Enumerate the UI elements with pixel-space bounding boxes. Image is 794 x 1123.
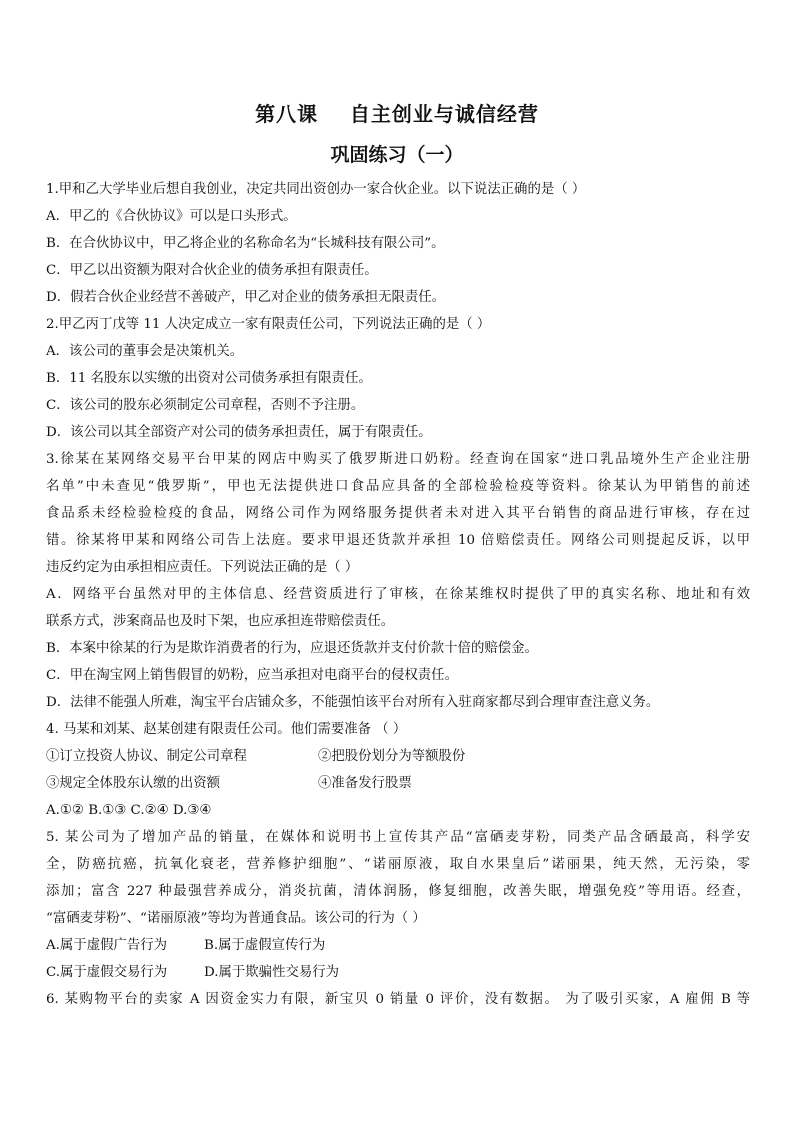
page-title: 第八课 自主创业与诚信经营 — [255, 102, 539, 126]
statement-4: ④准备发行股票 — [318, 776, 412, 791]
question-stem-line: 违反约定为由承担相应责任。下列说法正确的是（ ） — [46, 560, 359, 575]
statement-row — [46, 770, 750, 797]
option-a: A．网络平台虽然对甲的主体信息、经营资质进行了审核，在徐某维权时提供了甲的真实名称、地址和有效 — [46, 587, 750, 602]
question-stem-line: 名单”中未查见“俄罗斯”，甲也无法提供进口食品应具备的全部检验检疫等资料。徐某认为甲销售的前述 — [46, 479, 750, 494]
option-b: B．本案中徐某的行为是欺诈消费者的行为，应退还货款并支付价款十倍的赔偿金。 — [46, 641, 538, 656]
question-stem: 2.甲乙丙丁戊等 11 人决定成立一家有限责任公司，下列说法正确的是（ ） — [46, 317, 491, 332]
option-b: B.属于虚假宣传行为 — [204, 938, 326, 953]
option-c: C．甲乙以出资额为限对合伙企业的债务承担有限责任。 — [46, 263, 378, 278]
statement-1: ①订立投资人协议、制定公司章程 — [46, 749, 247, 764]
question-stem: 4. 马某和刘某、赵某创建有限责任公司。他们需要准备 （ ） — [46, 722, 407, 737]
option-d: D．法律不能强人所难，淘宝平台店铺众多，不能强怕该平台对所有入驻商家都尽到合理审查注意义务。 — [46, 695, 660, 710]
statement-2: ②把股份划分为等额股份 — [318, 749, 466, 764]
option-a: A．甲乙的《合伙协议》可以是口头形式。 — [46, 209, 297, 224]
question-stem-line: 食品系未经检验检疫的食品，网络公司作为网络服务提供者未对进入其平台销售的商品进行审核，存在过 — [46, 506, 750, 521]
option-a: A．该公司的董事会是决策机关。 — [46, 344, 244, 359]
option-a-continued: 联系方式，涉案商品也及时下架，也应承担连带赔偿责任。 — [46, 614, 395, 629]
option-b: B．11 名股东以实缴的出资对公司债务承担有限责任。 — [46, 371, 372, 386]
option-b: B．在合伙协议中，甲乙将企业的名称命名为“长城科技有限公司”。 — [46, 236, 445, 251]
question-stem: 1.甲和乙大学毕业后想自我创业，决定共同出资创办一家合伙企业。以下说法正确的是（ ） — [46, 182, 586, 197]
question-stem-line: 添加；富含 227 种最强营养成分，消炎抗菌，清体润肠，修复细胞，改善失眠，增强免疫”等用语。经查， — [46, 884, 750, 899]
question-stem-line: 5. 某公司为了增加产品的销量，在媒体和说明书上宣传其产品“富硒麦芽粉，同类产品含硒最高，科学安 — [46, 830, 750, 845]
option-c: C.属于虚假交易行为 — [46, 965, 168, 980]
question-4 — [46, 716, 750, 824]
question-stem-line: 3.徐某在某网络交易平台甲某的网店中购买了俄罗斯进口奶粉。经查询在国家“进口乳品境外生产企业注册 — [46, 452, 750, 467]
question-stem-line: 6. 某购物平台的卖家 A 因资金实力有限，新宝贝 0 销量 0 评价，没有数据。 为了吸引买家，A 雇佣 B 等 — [46, 992, 750, 1007]
option-c: C．甲在淘宝网上销售假冒的奶粉，应当承担对电商平台的侵权责任。 — [46, 668, 458, 683]
option-row — [46, 932, 750, 959]
answer-options: A.①② B.①③ C.②④ D.③④ — [46, 803, 212, 818]
statement-3: ③规定全体股东认缴的出资额 — [46, 776, 221, 791]
question-3 — [46, 446, 750, 716]
option-d: D.属于欺骗性交易行为 — [204, 965, 340, 980]
statement-row — [46, 743, 750, 770]
option-c: C．该公司的股东必须制定公司章程，否则不予注册。 — [46, 398, 365, 413]
question-stem-line: 全，防癌抗癌，抗氧化衰老，营养修护细胞”、“诺丽原液，取自水果皇后”诺丽果，纯天然，无污染，零 — [46, 857, 750, 872]
question-2 — [46, 311, 750, 446]
question-5 — [46, 824, 750, 986]
page-subtitle: 巩固练习（一） — [330, 144, 464, 166]
option-row — [46, 959, 750, 986]
option-a: A.属于虚假广告行为 — [46, 938, 168, 953]
option-d: D．该公司以其全部资产对公司的债务承担责任，属于有限责任。 — [46, 425, 432, 440]
question-stem-line: “富硒麦芽粉”、“诺丽原液”等均为普通食品。该公司的行为（ ） — [46, 911, 426, 926]
question-1 — [46, 176, 750, 311]
question-6 — [46, 986, 750, 1013]
question-list — [46, 176, 750, 1013]
question-stem-line: 错。徐某将甲某和网络公司告上法庭。要求甲退还货款并承担 10 倍赔偿责任。网络公司则提起反诉，以甲 — [46, 533, 750, 548]
option-d: D．假若合伙企业经营不善破产，甲乙对企业的债务承担无限责任。 — [46, 290, 446, 305]
